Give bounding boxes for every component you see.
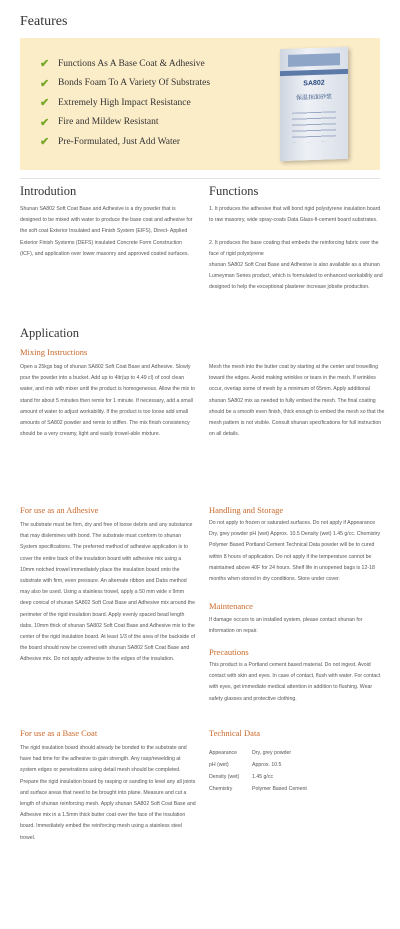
check-icon: ✔ xyxy=(40,116,50,129)
product-bag-image xyxy=(280,47,348,161)
table-row xyxy=(209,747,307,759)
feature-item xyxy=(40,132,210,152)
functions-title: Functions xyxy=(209,184,259,198)
adhesive-title: For use as an Adhesive xyxy=(20,505,99,515)
application-title: Application xyxy=(20,326,80,340)
handling-text: Do not apply to frozen or saturated surfaces. Do not apply if Appearance Dry, grey powder pH (wet) Approx. 10.5 Density (wet) 1.45 g/cc. Chemistry Polymer Based Portland Cement Technical Data powder will be to cured within 8 hours of application. Do not apply if the temperature cannot be maintained above 40F for 24 hours. Shelf life in unopened bags is 12-18 months when stored in dry conditions. Store under cover. xyxy=(209,520,381,583)
application-right-text: Mesh the mesh into the butter coat by starting at the center and trowelling toward the edges. Avoid making wrinkles or tears in the mesh. If wrinkles occur, overlap some of mesh by a minimum of 65mm. Apply additional shunan SA802 mix as needed to fully embed the mesh. The final coating should be a smooth even finish, thick enough to embed the mesh so that the mesh pattern is not visible. Consult shunan specifications for full instruction on all details. xyxy=(209,364,385,438)
adhesive-text: The substrate must be firm, dry and free of loose debris and any substance that may dislemines with bond. The substrate must conform to shunan System specifications. The preferred method of adhesive application is to cover the entire back of the insulation board with adhesive mix using a 10mm notched trowel immediately place the insulation board onto the substrate with firm, even pressure. An alternate ribbon and Dabs method may also be used. Using a stainless trowel, apply a 50 mm wide x 9mm deep conical of shunan SA802 Soft Coat Base and Adhesive mix around the perimeter of the rigid insulation board. Apply evenly spaced bead length dabs, 10mm thick of shunan SA802 Soft Coat Base and Adhesive mix to the center of the rigid insulation board. At least 1/3 of the area of the backside of the board should now be covered with shunan SA802 Soft Coat Base and Adhesive mix. Do not apply adhesive to the edges of the insulation. xyxy=(20,522,196,663)
feature-label: Bonds Foam To A Variety Of Substrates xyxy=(58,78,211,89)
tech-value: Approx. 10.5 xyxy=(252,762,282,768)
features-title: Features xyxy=(20,14,68,29)
handling-title: Handling and Storage xyxy=(209,505,284,515)
tech-value: Dry, grey powder xyxy=(252,750,292,756)
functions-text-3: shunan SA802 Soft Coat Base and Adhesive is also available as a shunan Lumeyman Series product, which is formulated to enhanced workability and designed to help the exceptional plasterer increase jobsite production. xyxy=(209,262,383,291)
tech-key: Appearance xyxy=(209,750,237,756)
precautions-title: Precautions xyxy=(209,647,249,657)
bag-code: SA802 xyxy=(303,79,325,88)
feature-item xyxy=(40,74,210,94)
feature-label: Fire and Mildew Resistant xyxy=(58,117,159,128)
check-icon: ✔ xyxy=(40,77,50,90)
feature-label: Functions As A Base Coat & Adhesive xyxy=(58,58,205,69)
tech-value: 1.45 g/cc xyxy=(252,774,274,780)
table-row xyxy=(209,771,307,783)
feature-label: Pre-Formulated, Just Add Water xyxy=(58,136,181,147)
bag-chinese-name: 保温抹面砂浆 xyxy=(295,94,332,102)
check-icon: ✔ xyxy=(40,58,50,71)
tech-value: Polymer Based Cement xyxy=(252,786,307,792)
features-panel xyxy=(20,38,380,170)
maintenance-text: If damage occurs to an installed system, please contact shunan for information on repair. xyxy=(209,617,363,635)
bag-text-lines xyxy=(292,111,336,143)
tech-key: Chemistry xyxy=(209,786,233,792)
introduction-text: Shunan SA802 Soft Coat Base and Adhesive is a dry powder that is designed to be mixed with water to produce the base coat and adhesive for the soft coat Exterior Insulated and Finish System (EIFS), Direct- Applied Exterior Finish Systems (DEFS) insulated Concrete Form Construction (ICF), and application over lower masonry and approved coated surfaces. xyxy=(20,206,193,257)
precautions-text: This product is a Portland cement based material. Do not ingest. Avoid contact with skin and eyes. In case of contact, flush with water. For contact with eyes, get immediate medical attention in addition to flushing. Wear safety glasses and protective clothing. xyxy=(209,662,381,702)
feature-label: Extremely High Impact Resistance xyxy=(58,97,191,108)
tech-key: Density (wet) xyxy=(209,774,240,780)
mixing-instructions-title: Mixing Instructions xyxy=(20,347,88,357)
divider xyxy=(20,178,380,179)
functions-text-1: 1. It produces the adhesive that will bond rigid polystyrene insulation board to raw masonry, wide spray-coats Data Glass-fi-cement board substrates. xyxy=(209,206,381,224)
check-icon: ✔ xyxy=(40,136,50,149)
base-coat-title: For use as a Base Coat xyxy=(20,728,98,738)
bag-logo xyxy=(288,53,340,67)
bag-stripe xyxy=(280,69,348,76)
features-list xyxy=(40,54,210,152)
table-row xyxy=(209,759,307,771)
introduction-title: Introdution xyxy=(20,184,77,198)
feature-item xyxy=(40,93,210,113)
base-coat-text: The rigid insulation board should already be bonded to the substrate and have had time for the adhesive to gain strength. Any rasp/rewelding at system edges or penetrations using detail mesh should be completed. Prepare the rigid insulation board by rasping or sanding to level any all joints and surface areas that need to be brought into plane. Measure and cut a length of shunan reinforcing mesh. Apply shunan SA802 Soft Coat Base and Adhesive mix in a 1.5mm thick butter coat over the face of the insulation board. Immediately embed the reinforcing mesh using a stainless steel trowel. xyxy=(20,745,196,841)
feature-item xyxy=(40,113,210,133)
technical-data-table xyxy=(209,747,307,795)
check-icon: ✔ xyxy=(40,97,50,110)
maintenance-title: Maintenance xyxy=(209,601,253,611)
feature-item xyxy=(40,54,210,74)
tech-key: pH (wet) xyxy=(209,762,229,768)
technical-data-title: Technical Data xyxy=(209,728,261,738)
mixing-instructions-text: Open a 25kgs bag of shunan SA802 Soft Coat Base and Adhesive. Slowly pour the powder into a bucket. Add up to 4ltr(up to 4.49 cl) of cool clean water, and mix with mixer until the product is homogeneous. Allow the mix to stand for about 5 minutes then remix for 1 minute. If necessary, add a small amount of water to adjust workability. If the product is too loose add small amounts of SA802 powder and remix to stiffen. The mix finish consistency should be a very creamy, light and easily trowel-able mixture. xyxy=(20,364,196,438)
table-row xyxy=(209,783,307,795)
functions-text-2: 2. It produces the base coating that embeds the reinforcing fabric over the face of rigid polystyrene xyxy=(209,240,379,258)
